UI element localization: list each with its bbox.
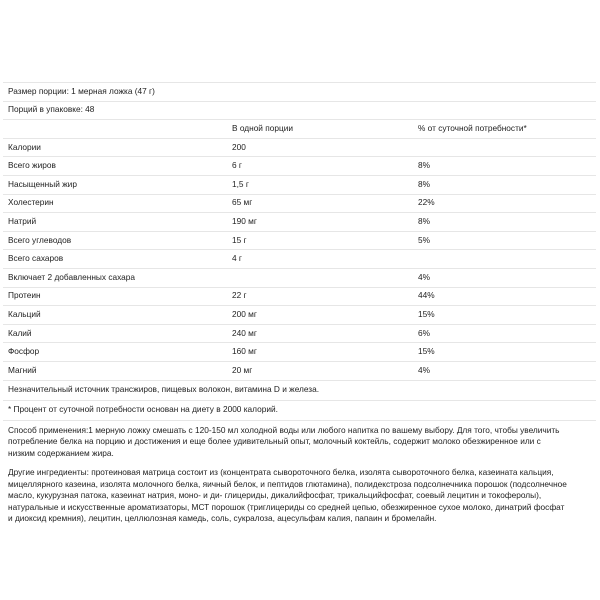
table-row	[3, 195, 596, 214]
table-row	[3, 269, 596, 288]
usage-line: потребление белка на порцию и достижения и еще более удивительный опыт, молочный коктейль, содержит молоко обезжиренное или с	[8, 436, 541, 447]
nutrient-amount: 190 мг	[232, 215, 257, 226]
ingredients-line: и диоксид кремния), лецитин, целлюлозная камедь, соль, сукралоза, ацесульфам калия, папаин и бромелайн.	[8, 513, 437, 524]
nutrient-name: Магний	[8, 364, 37, 375]
nutrient-amount: 15 г	[232, 234, 247, 245]
table-row	[3, 213, 596, 232]
table-row	[3, 250, 596, 269]
usage-instructions	[8, 425, 592, 459]
nutrient-amount: 4 г	[232, 253, 242, 264]
insignificant-sources-row	[3, 381, 596, 401]
header-daily-value: % от суточной потребности*	[418, 123, 527, 134]
nutrition-facts-table	[3, 82, 596, 421]
servings-per-pack-row	[3, 102, 596, 121]
nutrient-daily-value: 6%	[418, 327, 430, 338]
nutrient-name: Всего сахаров	[8, 253, 64, 264]
ingredients-line: масло, кукурузная патока, казеинат натрия, моно- и ди- глицериды, дикалийфосфат, трикальцийфосфат, соевый лецитин и токоферолы),	[8, 490, 542, 501]
nutrient-daily-value: 44%	[418, 290, 435, 301]
nutrient-daily-value: 8%	[418, 215, 430, 226]
usage-line: низким содержанием жира.	[8, 447, 114, 458]
nutrient-daily-value: 5%	[418, 234, 430, 245]
nutrient-name: Всего углеводов	[8, 234, 72, 245]
table-row	[3, 157, 596, 176]
nutrient-daily-value: 8%	[418, 160, 430, 171]
nutrient-amount: 22 г	[232, 290, 247, 301]
nutrient-name: Включает 2 добавленных сахара	[8, 271, 135, 282]
table-row	[3, 288, 596, 307]
ingredients-line: Другие ингредиенты: протеиновая матрица состоит из (концентрата сывороточного белка, изолята сывороточного белка, казеината кальция,	[8, 467, 554, 478]
nutrient-amount: 160 мг	[232, 346, 257, 357]
nutrient-name: Всего жиров	[8, 160, 56, 171]
table-row	[3, 343, 596, 362]
nutrient-name: Фосфор	[8, 346, 40, 357]
nutrient-name: Калий	[8, 327, 32, 338]
nutrient-daily-value: 22%	[418, 197, 435, 208]
table-row	[3, 232, 596, 251]
description-section	[8, 425, 592, 525]
nutrient-amount: 6 г	[232, 160, 242, 171]
nutrient-daily-value: 4%	[418, 271, 430, 282]
ingredients-line: мицеллярного казеина, изолята молочного белка, яичный белок, и пептидов глютамина), полидекстроза подсолнечника порошок (подсолнечное	[8, 478, 567, 489]
table-row	[3, 306, 596, 325]
serving-size-row	[3, 83, 596, 102]
table-header-row	[3, 120, 596, 139]
table-row	[3, 362, 596, 381]
insignificant-sources-note: Незначительный источник трансжиров, пищевых волокон, витамина D и железа.	[8, 384, 320, 395]
nutrient-name: Кальций	[8, 308, 41, 319]
nutrient-daily-value: 15%	[418, 308, 435, 319]
table-row	[3, 325, 596, 344]
nutrient-daily-value: 4%	[418, 364, 430, 375]
table-row	[3, 139, 596, 158]
other-ingredients	[8, 467, 592, 524]
nutrient-amount: 20 мг	[232, 364, 253, 375]
nutrient-name: Натрий	[8, 215, 37, 226]
serving-size-text: Размер порции: 1 мерная ложка (47 г)	[8, 85, 155, 96]
daily-value-footnote-row	[3, 401, 596, 421]
nutrient-name: Насыщенный жир	[8, 178, 77, 189]
nutrient-name: Холестерин	[8, 197, 54, 208]
nutrient-name: Протеин	[8, 290, 41, 301]
nutrient-daily-value: 15%	[418, 346, 435, 357]
nutrient-amount: 200 мг	[232, 308, 257, 319]
nutrient-amount: 1,5 г	[232, 178, 249, 189]
table-row	[3, 176, 596, 195]
usage-line: Способ применения:1 мерную ложку смешать с 120-150 мл холодной воды или любого напитка по вашему выбору. Для того, чтобы увеличить	[8, 425, 560, 435]
nutrient-amount: 200	[232, 141, 246, 152]
header-per-serving: В одной порции	[232, 123, 293, 134]
nutrient-amount: 240 мг	[232, 327, 257, 338]
nutrient-daily-value: 8%	[418, 178, 430, 189]
ingredients-line: натуральные и искусственные ароматизаторы, МСТ порошок (триглицериды со средней цепью, обезжиренное сухое молоко, динатрий фосфат	[8, 501, 565, 512]
nutrient-name: Калории	[8, 141, 41, 152]
nutrient-amount: 65 мг	[232, 197, 253, 208]
servings-per-pack-text: Порций в упаковке: 48	[8, 104, 95, 115]
daily-value-footnote: * Процент от суточной потребности основан на диету в 2000 калорий.	[8, 404, 278, 415]
